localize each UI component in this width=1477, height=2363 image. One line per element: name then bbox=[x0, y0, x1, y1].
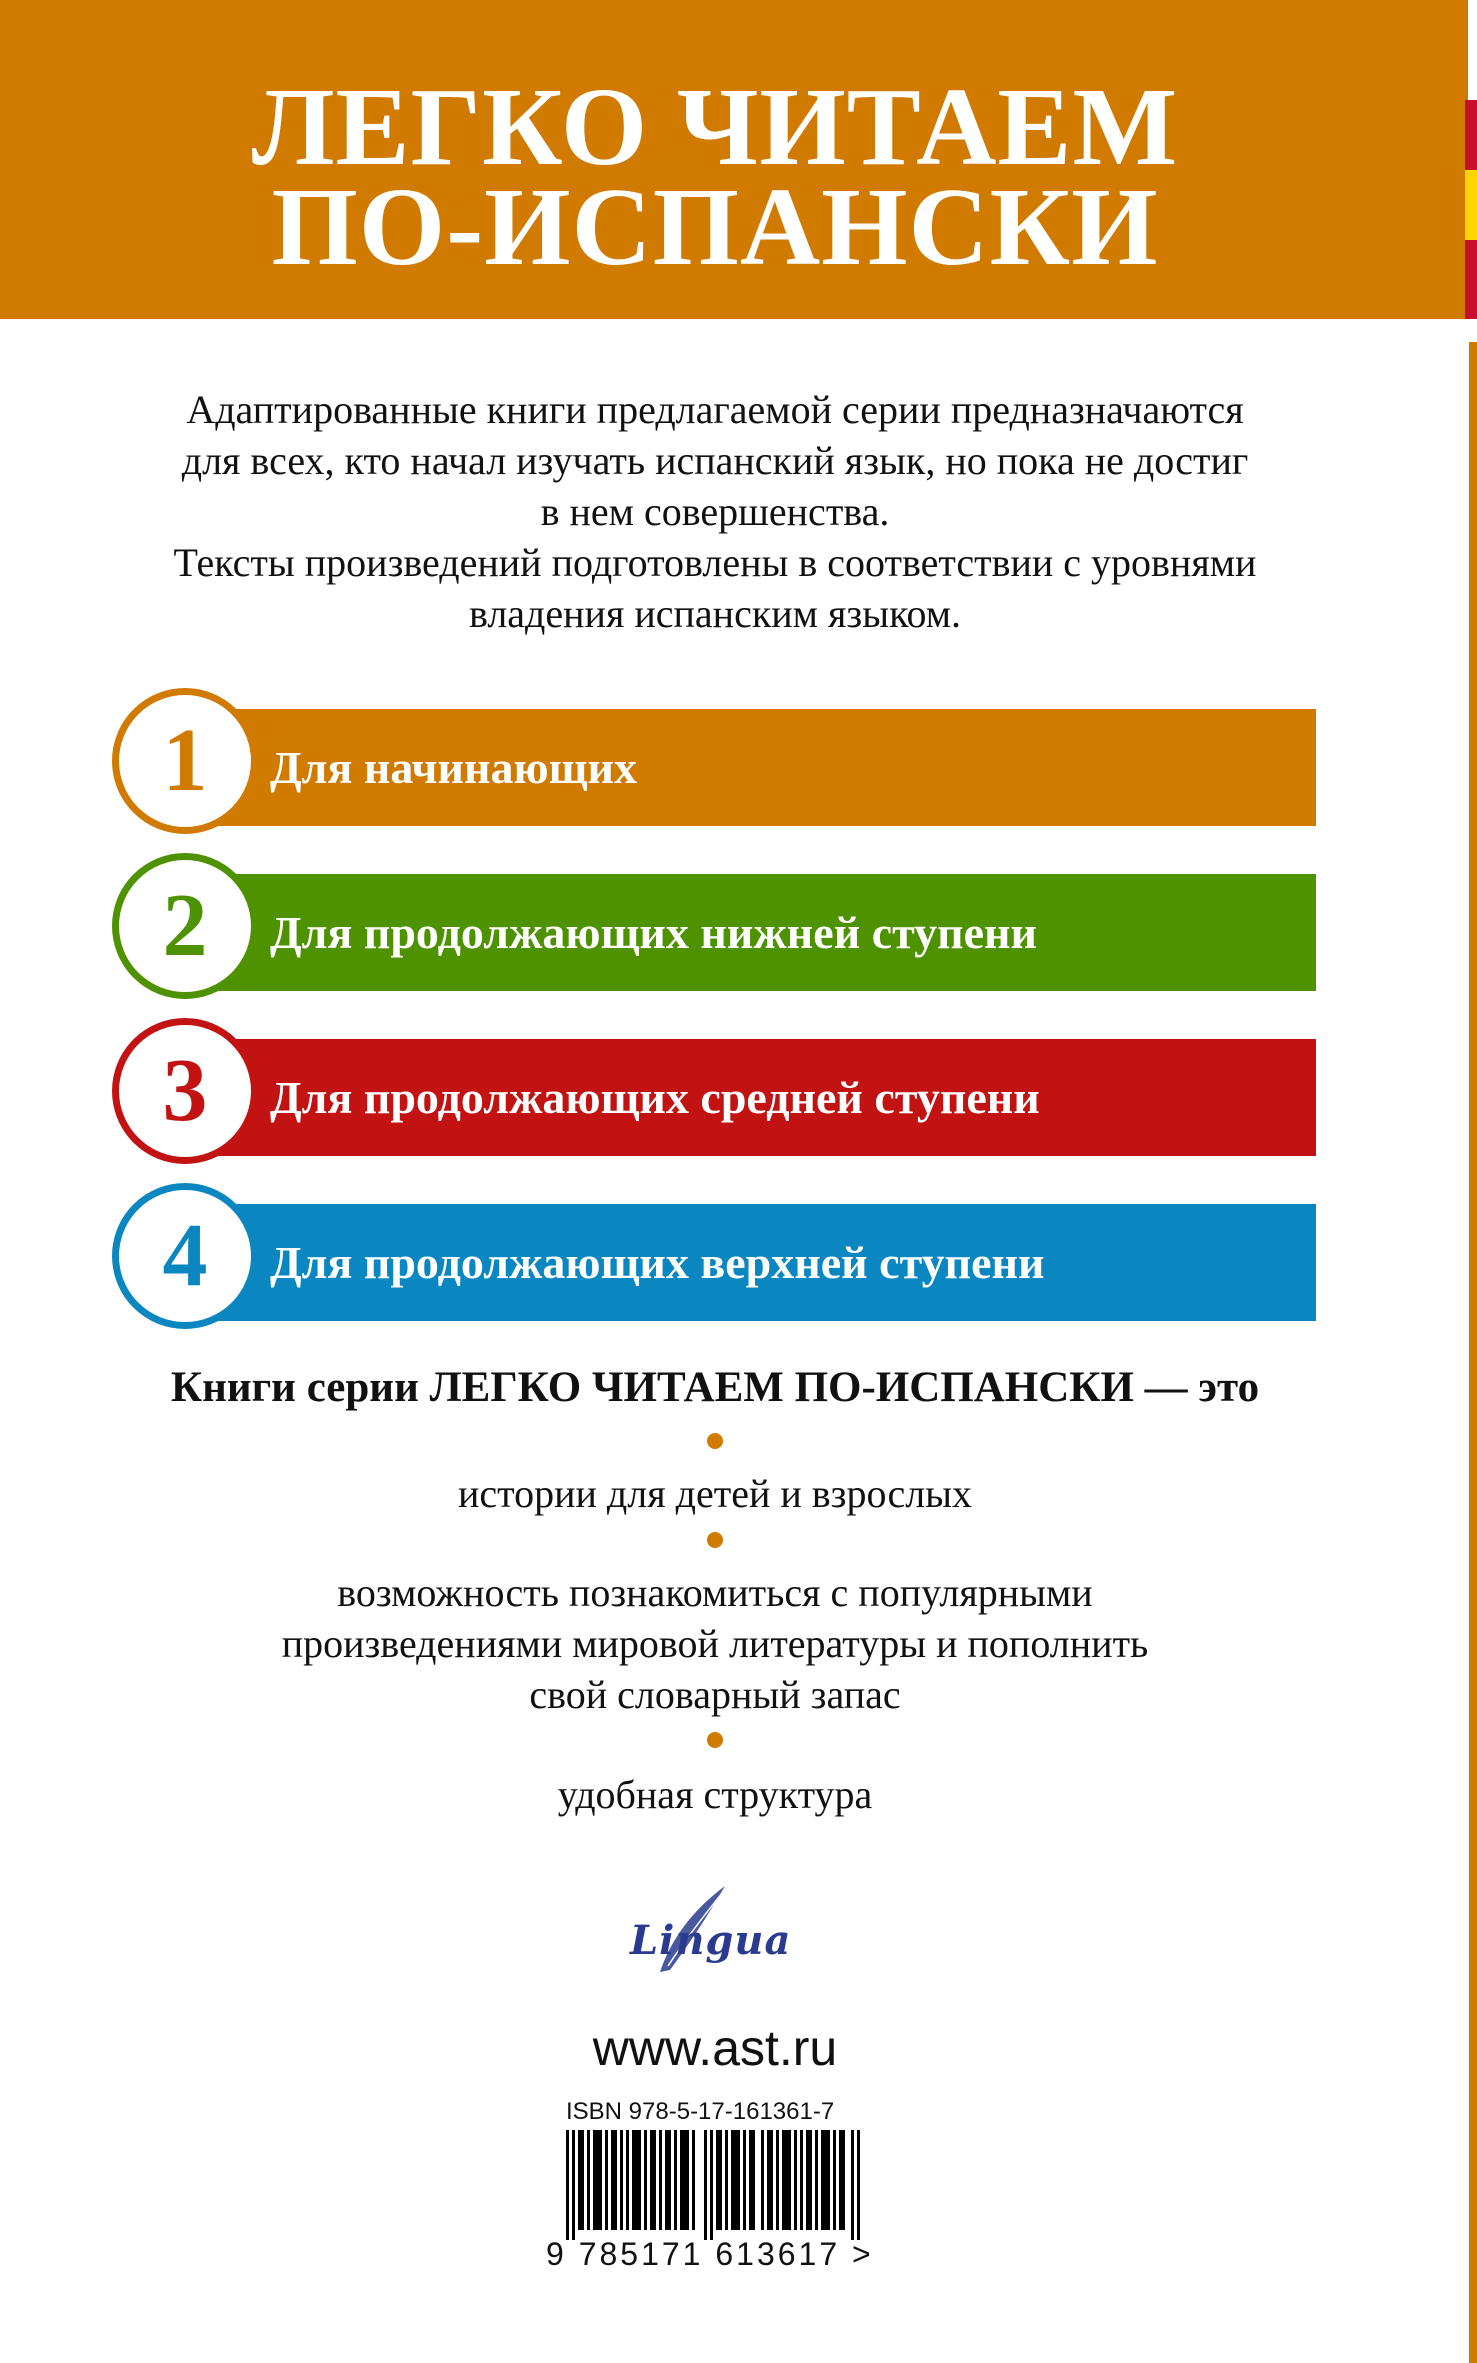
feature-line: возможность познакомиться с популярными bbox=[337, 1570, 1093, 1615]
header-banner bbox=[0, 0, 1468, 319]
publisher-logo bbox=[630, 1882, 800, 1992]
level-item-1 bbox=[112, 688, 1316, 834]
barcode-digits: 9 785171 613617 > bbox=[546, 2236, 874, 2272]
flag-yellow-stripe bbox=[1465, 170, 1477, 240]
bullet-icon bbox=[707, 1732, 723, 1748]
level-number-circle-4: 4 bbox=[112, 1183, 258, 1329]
book-series-title bbox=[0, 66, 1430, 289]
intro-line: Адаптированные книги предлагаемой серии предназначаются bbox=[186, 387, 1244, 432]
level-item-3 bbox=[112, 1018, 1316, 1164]
feature-line: удобная структура bbox=[557, 1772, 873, 1817]
level-label-3: Для продолжающих средней ступени bbox=[270, 1072, 1040, 1123]
flag-red-bottom-stripe bbox=[1465, 240, 1477, 319]
level-label-1: Для начинающих bbox=[270, 742, 637, 793]
feature-line: истории для детей и взрослых bbox=[457, 1471, 973, 1516]
isbn-number: ISBN 978-5-17-161361-7 bbox=[566, 2098, 835, 2125]
flag-red-top-stripe bbox=[1465, 100, 1477, 170]
level-item-4 bbox=[112, 1183, 1316, 1329]
intro-line: владения испанским языком. bbox=[468, 591, 962, 636]
barcode-icon bbox=[566, 2130, 866, 2240]
feature-line: свой словарный запас bbox=[529, 1672, 901, 1717]
series-heading: Книги серии ЛЕГКО ЧИТАЕМ ПО-ИСПАНСКИ — это bbox=[170, 1364, 1260, 1411]
feature-item-2 bbox=[60, 1567, 1370, 1720]
intro-line: Тексты произведений подготовлены в соответствии с уровнями bbox=[173, 540, 1257, 585]
level-label-2: Для продолжающих нижней ступени bbox=[270, 907, 1038, 958]
side-accent-line bbox=[1469, 342, 1477, 2363]
bullet-icon bbox=[707, 1433, 723, 1449]
level-number-circle-1: 1 bbox=[112, 688, 258, 834]
feature-item-3 bbox=[60, 1769, 1370, 1820]
level-number-circle-2: 2 bbox=[112, 853, 258, 999]
title-line-2: ПО-ИСПАНСКИ bbox=[271, 166, 1159, 289]
level-number-circle-3: 3 bbox=[112, 1018, 258, 1164]
title-line-1: ЛЕГКО ЧИТАЕМ bbox=[251, 66, 1179, 189]
publisher-website: www.ast.ru bbox=[592, 2020, 838, 2076]
level-label-4: Для продолжающих верхней ступени bbox=[270, 1237, 1045, 1288]
intro-text bbox=[60, 384, 1370, 639]
publisher-logo-text: Lingua bbox=[630, 1917, 792, 1964]
feature-line: произведениями мировой литературы и пополнить bbox=[281, 1621, 1149, 1666]
feature-item-1 bbox=[60, 1468, 1370, 1519]
intro-line: для всех, кто начал изучать испанский язык, но пока не достиг bbox=[181, 438, 1249, 483]
level-item-2 bbox=[112, 853, 1316, 999]
bullet-icon bbox=[707, 1532, 723, 1548]
intro-line: в нем совершенства. bbox=[540, 489, 890, 534]
